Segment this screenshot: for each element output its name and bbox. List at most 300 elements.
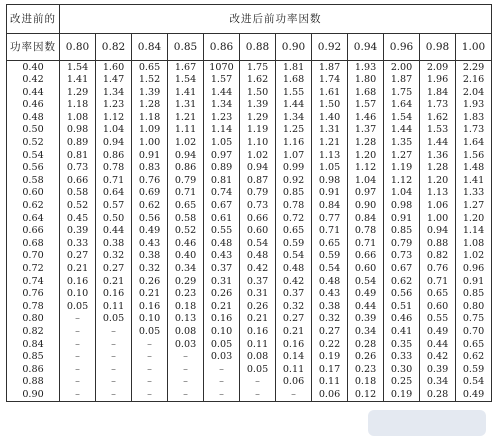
table-cell: 1.02 (240, 149, 276, 162)
table-cell: 0.96 (456, 263, 492, 276)
table-cell: 0.71 (348, 237, 384, 250)
table-cell: 0.26 (240, 300, 276, 313)
table-cell: – (60, 351, 96, 364)
table-cell: 0.44 (420, 338, 456, 351)
table-cell: 0.82 (420, 250, 456, 263)
table-cell: 0.05 (60, 300, 96, 313)
table-cell: 0.42 (276, 275, 312, 288)
table-cell: 1.20 (348, 149, 384, 162)
table-cell: 1.05 (312, 162, 348, 175)
table-cell: 1.28 (348, 137, 384, 150)
table-row (7, 225, 492, 238)
table-cell: 0.87 (240, 174, 276, 187)
header-after-pf: 0.92 (312, 34, 348, 61)
row-before-pf: 0.56 (7, 162, 60, 175)
table-cell: 1.40 (312, 111, 348, 124)
row-before-pf: 0.44 (7, 86, 60, 99)
table-cell: 0.39 (60, 225, 96, 238)
table-cell: 1.21 (168, 111, 204, 124)
table-cell: 0.29 (168, 275, 204, 288)
table-cell: 2.04 (456, 86, 492, 99)
table-cell: 0.89 (60, 137, 96, 150)
table-cell: 0.74 (204, 187, 240, 200)
header-after-pf: 0.86 (204, 34, 240, 61)
table-cell: – (96, 376, 132, 389)
table-cell: 1.73 (420, 99, 456, 112)
table-cell: 1.64 (456, 137, 492, 150)
table-row (7, 388, 492, 401)
table-cell: – (132, 388, 168, 401)
table-cell: – (168, 363, 204, 376)
row-before-pf: 0.64 (7, 212, 60, 225)
table-cell: 0.54 (312, 263, 348, 276)
table-cell: 1.68 (276, 74, 312, 87)
header-after-pf: 0.94 (348, 34, 384, 61)
table-cell: – (132, 338, 168, 351)
table-cell: 0.60 (348, 263, 384, 276)
table-cell: – (96, 351, 132, 364)
table-cell: 0.38 (312, 300, 348, 313)
table-cell: 0.52 (168, 225, 204, 238)
row-before-pf: 0.78 (7, 300, 60, 313)
table-cell: 0.99 (276, 162, 312, 175)
table-cell: 1.09 (132, 124, 168, 137)
table-cell: 1.84 (420, 86, 456, 99)
row-before-pf: 0.46 (7, 99, 60, 112)
table-cell: 0.03 (168, 338, 204, 351)
table-cell: 0.26 (204, 288, 240, 301)
table-cell: 0.48 (240, 250, 276, 263)
table-cell: 0.48 (204, 237, 240, 250)
table-cell: 0.88 (420, 237, 456, 250)
table-row (7, 99, 492, 112)
row-before-pf: 0.72 (7, 263, 60, 276)
row-before-pf: 0.48 (7, 111, 60, 124)
header-after-pf: 0.84 (132, 34, 168, 61)
table-cell: 0.32 (132, 263, 168, 276)
table-cell: 0.11 (276, 363, 312, 376)
table-cell: 0.60 (240, 225, 276, 238)
table-cell: 0.25 (384, 376, 420, 389)
table-cell: 0.89 (204, 162, 240, 175)
table-cell: 0.41 (384, 325, 420, 338)
table-cell: 0.05 (240, 363, 276, 376)
table-cell: 0.76 (132, 174, 168, 187)
table-cell: 0.43 (204, 250, 240, 263)
table-cell: 0.45 (60, 212, 96, 225)
table-cell: 0.79 (168, 174, 204, 187)
table-cell: 0.21 (204, 300, 240, 313)
table-row (7, 313, 492, 326)
table-cell: 0.61 (204, 212, 240, 225)
table-row (7, 250, 492, 263)
table-cell: 1.61 (312, 86, 348, 99)
table-cell: 0.21 (240, 313, 276, 326)
table-cell: 0.84 (348, 212, 384, 225)
table-cell: 1.48 (456, 162, 492, 175)
table-cell: – (96, 338, 132, 351)
table-cell: 0.92 (276, 174, 312, 187)
table-cell: 0.81 (204, 174, 240, 187)
header-after-pf: 0.85 (168, 34, 204, 61)
row-before-pf: 0.68 (7, 237, 60, 250)
table-cell: 0.71 (312, 225, 348, 238)
table-cell: 1.41 (60, 74, 96, 87)
row-before-pf: 0.85 (7, 351, 60, 364)
table-cell: 1.44 (420, 137, 456, 150)
header-after-pf: 0.88 (240, 34, 276, 61)
row-before-pf: 0.62 (7, 200, 60, 213)
table-cell: 0.62 (384, 275, 420, 288)
table-cell: 0.39 (348, 313, 384, 326)
table-cell: 0.85 (384, 225, 420, 238)
table-cell: 0.31 (240, 288, 276, 301)
table-row (7, 124, 492, 137)
table-cell: 1.06 (420, 200, 456, 213)
row-before-pf: 0.86 (7, 363, 60, 376)
table-cell: 1.87 (312, 61, 348, 74)
table-cell: 1.19 (384, 162, 420, 175)
table-cell: – (240, 388, 276, 401)
table-cell: 0.21 (60, 263, 96, 276)
table-cell: 1.62 (420, 111, 456, 124)
header-after-pf: 0.80 (60, 34, 96, 61)
table-cell: 1.93 (348, 61, 384, 74)
table-row (7, 363, 492, 376)
table-cell: 0.17 (312, 363, 348, 376)
table-cell: 0.60 (420, 300, 456, 313)
table-cell: 0.71 (168, 187, 204, 200)
table-cell: 0.06 (276, 376, 312, 389)
table-cell: – (168, 388, 204, 401)
table-cell: 1.04 (384, 187, 420, 200)
table-cell: 0.67 (204, 200, 240, 213)
table-cell: 0.65 (276, 225, 312, 238)
table-cell: 0.57 (96, 200, 132, 213)
table-cell: 0.32 (276, 300, 312, 313)
table-cell: 0.42 (240, 263, 276, 276)
table-cell: 0.22 (312, 338, 348, 351)
table-row (7, 275, 492, 288)
table-cell: 0.86 (168, 162, 204, 175)
table-cell: 0.52 (60, 200, 96, 213)
table-cell: 1.29 (60, 86, 96, 99)
table-cell: 0.54 (276, 250, 312, 263)
table-cell: 1.60 (96, 61, 132, 74)
table-cell: 1.21 (312, 137, 348, 150)
table-cell: 1.44 (384, 124, 420, 137)
table-cell: 0.37 (204, 263, 240, 276)
row-before-pf: 0.82 (7, 325, 60, 338)
table-cell: 1.68 (348, 86, 384, 99)
table-cell: 0.08 (240, 351, 276, 364)
table-cell: 1.19 (240, 124, 276, 137)
table-cell: 1.14 (456, 225, 492, 238)
table-cell: 0.46 (168, 237, 204, 250)
table-cell: – (60, 313, 96, 326)
table-cell: 0.56 (132, 212, 168, 225)
table-cell: 0.70 (456, 325, 492, 338)
table-cell: 1.50 (312, 99, 348, 112)
table-cell: 1.27 (456, 200, 492, 213)
table-cell: 1.11 (168, 124, 204, 137)
table-cell: 1.74 (312, 74, 348, 87)
table-cell: – (204, 376, 240, 389)
table-cell: 0.54 (240, 237, 276, 250)
table-cell: 0.11 (312, 376, 348, 389)
table-cell: 1.35 (384, 137, 420, 150)
header-after-pf: 0.96 (384, 34, 420, 61)
table-cell: 0.98 (312, 174, 348, 187)
table-cell: 0.27 (312, 325, 348, 338)
table-row (7, 162, 492, 175)
table-cell: 0.90 (348, 200, 384, 213)
table-cell: 1.41 (168, 86, 204, 99)
row-before-pf: 0.58 (7, 174, 60, 187)
table-cell: 0.66 (348, 250, 384, 263)
table-cell: 1.54 (168, 74, 204, 87)
table-cell: – (60, 388, 96, 401)
table-cell: 0.27 (60, 250, 96, 263)
table-cell: 1.34 (96, 86, 132, 99)
table-cell: 0.73 (60, 162, 96, 175)
table-cell: 1.75 (384, 86, 420, 99)
table-cell: 0.77 (312, 212, 348, 225)
table-cell: 1.62 (240, 74, 276, 87)
table-cell: – (132, 351, 168, 364)
table-cell: 0.55 (204, 225, 240, 238)
table-cell: 1.18 (132, 111, 168, 124)
table-cell: 0.71 (96, 174, 132, 187)
table-cell: 1.44 (276, 99, 312, 112)
table-cell: 1.07 (276, 149, 312, 162)
span-header-title: 改进后前功率因数 (60, 5, 492, 34)
table-cell: 0.34 (348, 325, 384, 338)
table-cell: 0.19 (312, 351, 348, 364)
table-cell: 1.02 (456, 250, 492, 263)
table-cell: 0.59 (456, 363, 492, 376)
table-cell: 0.48 (276, 263, 312, 276)
table-cell: 0.10 (204, 325, 240, 338)
table-cell: 0.26 (348, 351, 384, 364)
table-cell: 0.26 (132, 275, 168, 288)
table-cell: 0.19 (384, 388, 420, 401)
table-cell: 0.65 (456, 338, 492, 351)
table-cell: 0.66 (240, 212, 276, 225)
table-cell: 1.73 (456, 124, 492, 137)
row-before-pf: 0.40 (7, 61, 60, 74)
table-cell: 1.05 (204, 137, 240, 150)
table-body (7, 5, 492, 402)
table-cell: 0.16 (96, 288, 132, 301)
table-cell: 0.65 (132, 61, 168, 74)
table-cell: 1.20 (420, 174, 456, 187)
table-cell: 0.59 (276, 237, 312, 250)
table-cell: 0.72 (276, 212, 312, 225)
table-cell: 0.79 (240, 187, 276, 200)
table-row (7, 325, 492, 338)
row-before-pf: 0.80 (7, 313, 60, 326)
table-cell: 0.98 (60, 124, 96, 137)
table-cell: 0.32 (96, 250, 132, 263)
table-cell: 0.78 (96, 162, 132, 175)
table-cell: 0.91 (384, 212, 420, 225)
table-cell: 0.48 (312, 275, 348, 288)
table-cell: 0.06 (312, 388, 348, 401)
table-cell: 0.51 (384, 300, 420, 313)
table-cell: – (204, 388, 240, 401)
table-cell: 0.55 (420, 313, 456, 326)
header-row-values (7, 34, 492, 61)
table-cell: 0.39 (420, 363, 456, 376)
table-cell: 0.58 (60, 187, 96, 200)
table-cell: – (96, 388, 132, 401)
table-cell: 0.10 (60, 288, 96, 301)
table-row (7, 376, 492, 389)
table-cell: 0.27 (96, 263, 132, 276)
table-cell: 0.94 (168, 149, 204, 162)
table-cell: 1.04 (348, 174, 384, 187)
table-row (7, 111, 492, 124)
table-cell: 0.84 (312, 200, 348, 213)
table-cell: 1.36 (420, 149, 456, 162)
table-row (7, 288, 492, 301)
table-cell: 0.42 (420, 351, 456, 364)
table-cell: 1.41 (456, 174, 492, 187)
table-cell: 0.28 (348, 338, 384, 351)
table-cell: 1.08 (456, 237, 492, 250)
table-cell: 0.05 (96, 313, 132, 326)
table-cell: 0.69 (132, 187, 168, 200)
row-before-pf: 0.54 (7, 149, 60, 162)
table-cell: 0.12 (348, 388, 384, 401)
table-cell: 0.56 (384, 288, 420, 301)
table-cell: 1.29 (240, 111, 276, 124)
table-cell: 0.80 (456, 300, 492, 313)
table-cell: 1.75 (240, 61, 276, 74)
table-cell: 1.80 (348, 74, 384, 87)
table-row (7, 174, 492, 187)
table-cell: 0.46 (384, 313, 420, 326)
stub-header-line2: 功率因数 (7, 34, 60, 61)
table-cell: 1.12 (384, 174, 420, 187)
table-cell: 0.85 (276, 187, 312, 200)
header-after-pf: 0.90 (276, 34, 312, 61)
table-cell: 0.18 (348, 376, 384, 389)
table-cell: 0.91 (312, 187, 348, 200)
table-cell: 1.12 (348, 162, 384, 175)
table-row (7, 137, 492, 150)
table-cell: 1.14 (204, 124, 240, 137)
table-cell: 0.16 (132, 300, 168, 313)
table-cell: 1.34 (276, 111, 312, 124)
table-cell: 0.54 (348, 275, 384, 288)
table-cell: 1.18 (60, 99, 96, 112)
table-cell: 0.97 (348, 187, 384, 200)
table-cell: 1.00 (420, 212, 456, 225)
table-cell: 1.39 (240, 99, 276, 112)
table-cell: 0.94 (240, 162, 276, 175)
table-cell: 1.02 (168, 137, 204, 150)
table-row (7, 86, 492, 99)
table-cell: 0.16 (240, 325, 276, 338)
table-cell: 2.09 (420, 61, 456, 74)
table-cell: 0.43 (132, 237, 168, 250)
table-cell: 1.53 (420, 124, 456, 137)
table-cell: 0.86 (96, 149, 132, 162)
table-cell: 0.73 (384, 250, 420, 263)
table-cell: 1.46 (348, 111, 384, 124)
table-cell: 0.91 (456, 275, 492, 288)
table-cell: 0.33 (60, 237, 96, 250)
table-cell: 1.25 (276, 124, 312, 137)
table-cell: 1.23 (96, 99, 132, 112)
table-cell: 0.13 (168, 313, 204, 326)
table-cell: 0.65 (420, 288, 456, 301)
table-cell: 0.38 (132, 250, 168, 263)
table-cell: 0.66 (60, 174, 96, 187)
table-cell: 0.59 (312, 250, 348, 263)
table-cell: 0.34 (420, 376, 456, 389)
table-cell: 0.78 (348, 225, 384, 238)
table-cell: 1.81 (276, 61, 312, 74)
row-before-pf: 0.84 (7, 338, 60, 351)
table-cell: 0.27 (276, 313, 312, 326)
table-cell: 0.65 (312, 237, 348, 250)
table-row (7, 351, 492, 364)
table-cell: 1.10 (240, 137, 276, 150)
table-cell: 0.08 (168, 325, 204, 338)
table-cell: 0.49 (348, 288, 384, 301)
table-cell: 0.75 (456, 313, 492, 326)
table-cell: 0.64 (96, 187, 132, 200)
table-cell: 1.27 (384, 149, 420, 162)
table-cell: 0.16 (204, 313, 240, 326)
table-cell: 0.05 (132, 325, 168, 338)
table-cell: 0.35 (384, 338, 420, 351)
table-cell: – (276, 388, 312, 401)
table-cell: 1.67 (168, 61, 204, 74)
table-cell: 0.16 (276, 338, 312, 351)
table-cell: 1.96 (420, 74, 456, 87)
table-cell: 1.28 (420, 162, 456, 175)
table-cell: 1.52 (132, 74, 168, 87)
table-cell: 1.28 (132, 99, 168, 112)
table-cell: 0.62 (132, 200, 168, 213)
table-row (7, 187, 492, 200)
row-before-pf: 0.52 (7, 137, 60, 150)
table-cell: 0.38 (96, 237, 132, 250)
table-cell: 1.50 (240, 86, 276, 99)
table-cell: 0.49 (132, 225, 168, 238)
table-cell: 2.16 (456, 74, 492, 87)
table-cell: – (60, 325, 96, 338)
table-cell: 0.14 (276, 351, 312, 364)
table-cell: – (168, 351, 204, 364)
table-cell: 0.37 (240, 275, 276, 288)
table-row (7, 263, 492, 276)
table-cell: 1.39 (132, 86, 168, 99)
table-cell: 0.73 (240, 200, 276, 213)
table-cell: 1.56 (456, 149, 492, 162)
table-cell: 1.13 (420, 187, 456, 200)
table-cell: 1.44 (204, 86, 240, 99)
table-cell: 0.28 (420, 388, 456, 401)
table-cell: 1.31 (168, 99, 204, 112)
row-before-pf: 0.76 (7, 288, 60, 301)
table-cell: – (60, 376, 96, 389)
table-cell: 0.32 (312, 313, 348, 326)
